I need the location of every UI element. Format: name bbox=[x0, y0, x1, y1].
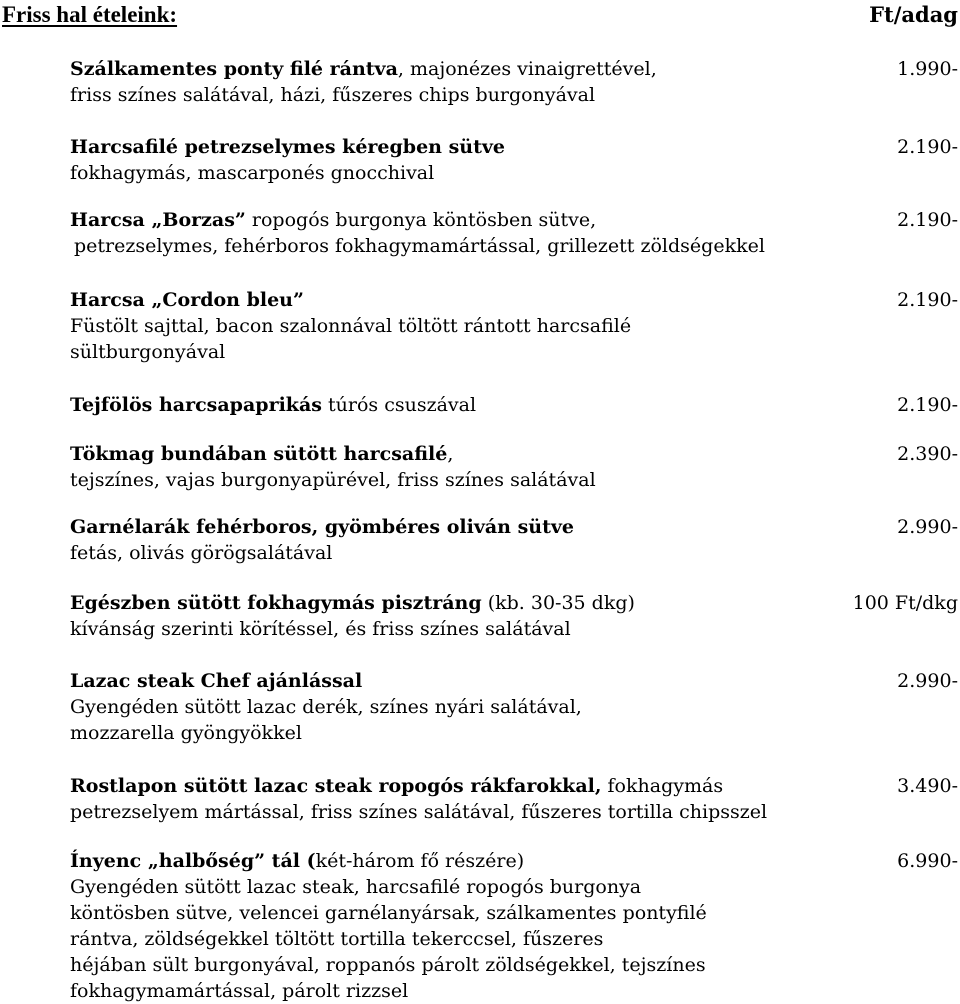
item-title-line bbox=[70, 287, 958, 313]
item-price: 2.190- bbox=[897, 289, 958, 311]
item-title-line bbox=[70, 441, 958, 467]
item-description: mozzarella gyöngyökkel bbox=[70, 722, 302, 744]
item-name: Tejfölös harcsapaprikás bbox=[70, 394, 322, 416]
item-title-rest: ropogós burgonya köntösben sütve, bbox=[245, 209, 597, 231]
item-name: Egészben sütött fokhagymás pisztráng bbox=[70, 592, 482, 614]
item-description: fetás, olivás görögsalátával bbox=[70, 542, 333, 564]
item-price: 3.490- bbox=[897, 775, 958, 797]
menu-item bbox=[70, 441, 958, 493]
item-name: Ínyenc „halbőség” tál ( bbox=[70, 850, 316, 872]
menu-item bbox=[70, 514, 958, 566]
price-unit-label: Ft/adag bbox=[869, 2, 958, 27]
item-price: 2.990- bbox=[897, 516, 958, 538]
item-description: Gyengéden sütött lazac derék, színes nyári salátával, bbox=[70, 696, 582, 718]
item-price: 2.390- bbox=[897, 443, 958, 465]
menu-item bbox=[70, 590, 958, 642]
item-name: Harcsafilé petrezselymes kéregben sütve bbox=[70, 136, 506, 158]
item-description: Gyengéden sütött lazac steak, harcsafilé ropogós burgonya bbox=[70, 876, 642, 898]
menu-header bbox=[0, 0, 958, 32]
item-title-line bbox=[70, 773, 958, 799]
item-title-line bbox=[70, 590, 958, 616]
menu-item bbox=[70, 287, 958, 365]
item-price: 2.190- bbox=[897, 136, 958, 158]
item-description: köntösben sütve, velencei garnélanyársak, szálkamentes pontyfilé bbox=[70, 902, 707, 924]
item-price: 6.990- bbox=[897, 850, 958, 872]
menu-item bbox=[70, 134, 958, 186]
item-title-rest: két-három fő részére) bbox=[315, 850, 525, 872]
item-description: fokhagymamártással, párolt rizzsel bbox=[70, 980, 409, 1002]
item-title-line bbox=[70, 56, 958, 82]
item-description: tejszínes, vajas burgonyapürével, friss színes salátával bbox=[70, 469, 596, 491]
item-description: Füstölt sajttal, bacon szalonnával töltött rántott harcsafilé bbox=[70, 315, 632, 337]
item-price: 2.190- bbox=[897, 394, 958, 416]
item-title-line bbox=[70, 848, 958, 874]
item-title-rest: , majonézes vinaigrettével, bbox=[397, 58, 657, 80]
menu-item bbox=[70, 392, 958, 418]
item-description: héjában sült burgonyával, roppanós párolt zöldségekkel, tejszínes bbox=[70, 954, 706, 976]
menu-item bbox=[70, 56, 958, 108]
item-description: rántva, zöldségekkel töltött tortilla tekerccsel, fűszeres bbox=[70, 928, 604, 950]
menu-item bbox=[70, 848, 958, 1004]
item-price: 100 Ft/dkg bbox=[852, 592, 958, 614]
item-price: 2.190- bbox=[897, 209, 958, 231]
item-description: sültburgonyával bbox=[70, 341, 226, 363]
item-name: Rostlapon sütött lazac steak ropogós rákfarokkal, bbox=[70, 775, 602, 797]
item-name: Harcsa „Cordon bleu” bbox=[70, 289, 304, 311]
item-name: Szálkamentes ponty filé rántva bbox=[70, 58, 398, 80]
item-price: 1.990- bbox=[897, 58, 958, 80]
item-description: friss színes salátával, házi, fűszeres chips burgonyával bbox=[70, 84, 596, 106]
section-title: Friss hal ételeink: bbox=[2, 2, 178, 27]
item-title-rest: fokhagymás bbox=[601, 775, 724, 797]
item-description: petrezselymes, fehérboros fokhagymamártással, grillezett zöldségekkel bbox=[74, 235, 765, 257]
item-title-line bbox=[70, 392, 958, 418]
item-name: Harcsa „Borzas” bbox=[70, 209, 246, 231]
item-title-line bbox=[70, 207, 958, 233]
item-name: Tökmag bundában sütött harcsafilé bbox=[70, 443, 448, 465]
item-title-rest: , bbox=[447, 443, 454, 465]
item-title-rest: túrós csuszával bbox=[321, 394, 477, 416]
item-price: 2.990- bbox=[897, 670, 958, 692]
item-name: Lazac steak Chef ajánlással bbox=[70, 670, 363, 692]
menu-item bbox=[70, 773, 958, 825]
item-description: kívánság szerinti körítéssel, és friss színes salátával bbox=[70, 618, 571, 640]
item-name: Garnélarák fehérboros, gyömbéres oliván sütve bbox=[70, 516, 575, 538]
item-title-rest: (kb. 30-35 dkg) bbox=[481, 592, 635, 614]
menu-item bbox=[70, 668, 958, 746]
item-title-line bbox=[70, 668, 958, 694]
menu-item bbox=[70, 207, 958, 259]
item-title-line bbox=[70, 134, 958, 160]
item-description: fokhagymás, mascarponés gnocchival bbox=[70, 162, 435, 184]
item-description: petrezselyem mártással, friss színes salátával, fűszeres tortilla chipsszel bbox=[70, 801, 768, 823]
item-title-line bbox=[70, 514, 958, 540]
